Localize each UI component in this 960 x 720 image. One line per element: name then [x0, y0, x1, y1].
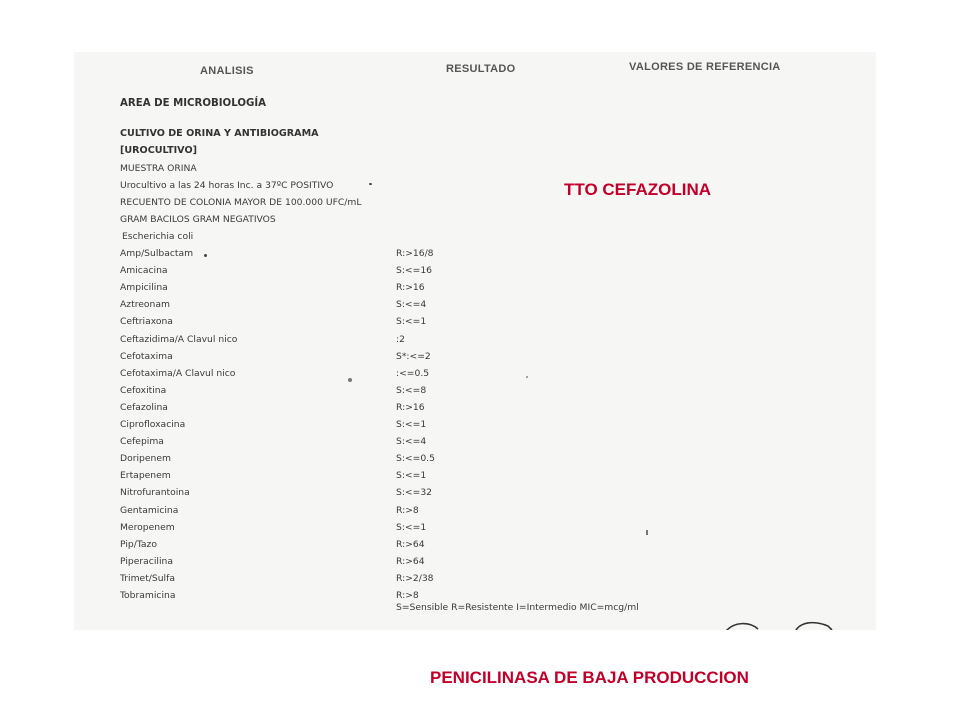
scan-speck — [204, 254, 207, 257]
antibiotic-result: S:<=1 — [396, 470, 427, 481]
colony-count-line: RECUENTO DE COLONIA MAYOR DE 100.000 UFC/mL — [120, 197, 362, 208]
antibiotic-result: S*:<=2 — [396, 351, 431, 362]
antibiotic-name: Ceftriaxona — [120, 316, 173, 327]
antibiotic-result: R:>16 — [396, 402, 425, 413]
antibiotic-name: Cefepima — [120, 436, 164, 447]
antibiotic-name: Cefotaxima/A Clavul nico — [120, 368, 236, 379]
column-header-analisis: ANALISIS — [200, 65, 254, 77]
antibiotic-result: :2 — [396, 334, 405, 345]
antibiotic-name: Meropenem — [120, 522, 175, 533]
antibiotic-result: R:>2/38 — [396, 573, 434, 584]
antibiotic-name: Trimet/Sulfa — [120, 573, 175, 584]
antibiotic-result: R:>16/8 — [396, 248, 434, 259]
antibiotic-result: R:>64 — [396, 556, 425, 567]
antibiotic-result: R:>16 — [396, 282, 425, 293]
antibiotic-result: R:>64 — [396, 539, 425, 550]
incubation-line: Urocultivo a las 24 horas Inc. a 37ºC POSITIVO — [120, 180, 334, 191]
antibiotic-name: Gentamicina — [120, 505, 179, 516]
antibiotic-name: Tobramicina — [120, 590, 176, 601]
column-header-resultado: RESULTADO — [446, 63, 516, 75]
culture-subtitle: [UROCULTIVO] — [120, 145, 197, 156]
antibiotic-name: Ampicilina — [120, 282, 168, 293]
antibiotic-name: Nitrofurantoina — [120, 487, 190, 498]
antibiotic-result: R:>8 — [396, 590, 419, 601]
antibiotic-result: S:<=4 — [396, 299, 427, 310]
scan-speck — [348, 378, 352, 382]
antibiotic-result: S:<=1 — [396, 316, 427, 327]
sample-line: MUESTRA ORINA — [120, 163, 197, 174]
antibiotic-name: Amp/Sulbactam — [120, 248, 194, 259]
antibiotic-result: S:<=0.5 — [396, 453, 435, 464]
antibiotic-result: S:<=1 — [396, 419, 427, 430]
antibiotic-name: Amicacina — [120, 265, 168, 276]
finding-annotation: PENICILINASA DE BAJA PRODUCCION — [430, 668, 749, 687]
scan-speck — [646, 530, 648, 535]
antibiotic-name: Ceftazidima/A Clavul nico — [120, 334, 238, 345]
column-header-valores: VALORES DE REFERENCIA — [629, 61, 781, 73]
antibiotic-name: Ciprofloxacina — [120, 419, 186, 430]
antibiotic-result: S:<=4 — [396, 436, 427, 447]
signature-fragment — [724, 620, 834, 630]
antibiotic-name: Ertapenem — [120, 470, 171, 481]
antibiotic-name: Doripenem — [120, 453, 171, 464]
antibiotic-name: Cefazolina — [120, 402, 168, 413]
antibiotic-result: :<=0.5 — [396, 368, 430, 379]
antibiotic-result: S:<=8 — [396, 385, 427, 396]
antibiotic-result: S:<=1 — [396, 522, 427, 533]
scan-speck — [526, 376, 528, 378]
scanned-lab-report — [74, 52, 876, 630]
antibiotic-result: S:<=32 — [396, 487, 433, 498]
antibiotic-result: R:>8 — [396, 505, 419, 516]
culture-title: CULTIVO DE ORINA Y ANTIBIOGRAMA — [120, 128, 319, 139]
antibiotic-name: Cefotaxima — [120, 351, 173, 362]
gram-line: GRAM BACILOS GRAM NEGATIVOS — [120, 214, 276, 225]
antibiotic-name: Piperacilina — [120, 556, 173, 567]
antibiotic-result: S:<=16 — [396, 265, 433, 276]
treatment-annotation: TTO CEFAZOLINA — [564, 180, 712, 199]
antibiotic-name: Aztreonam — [120, 299, 170, 310]
antibiotic-name: Cefoxitina — [120, 385, 167, 396]
organism-line: Escherichia coli — [122, 231, 194, 242]
antibiotic-name: Pip/Tazo — [120, 539, 157, 550]
area-heading: AREA DE MICROBIOLOGÍA — [120, 98, 267, 109]
legend-line: S=Sensible R=Resistente I=Intermedio MIC=mcg/ml — [396, 602, 639, 613]
scan-speck — [369, 183, 372, 185]
